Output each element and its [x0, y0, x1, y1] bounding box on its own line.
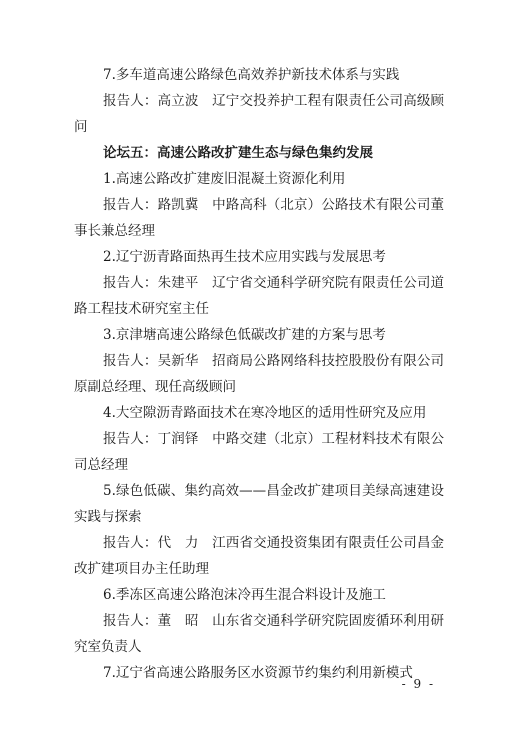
paragraph-reporter-dai-li: 报告人：代 力 江西省交通投资集团有限责任公司昌金改扩建项目办主任助理: [74, 535, 444, 577]
paragraph-reporter-zhu-jianping: 报告人：朱建平 辽宁省交通科学研究院有限责任公司道路工程技术研究室主任: [74, 275, 444, 317]
paragraph-reporter-dong-zhao: 报告人：董 昭 山东省交通科学研究院固废循环利用研究室负责人: [74, 613, 444, 655]
paragraph-reporter-gao-libo: 报告人：高立波 辽宁交投养护工程有限责任公司高级顾问: [74, 93, 444, 135]
paragraph-report-5-title: 5.绿色低碳、集约高效——昌金改扩建项目美绿高速建设实践与探索: [74, 483, 444, 525]
document-body: [74, 62, 444, 686]
paragraph-report-2-title: 2.辽宁沥青路面热再生技术应用实践与发展思考: [103, 249, 386, 265]
paragraph-report-6-title: 6.季冻区高速公路泡沫冷再生混合料设计及施工: [103, 587, 386, 603]
forum-five-heading: 论坛五：高速公路改扩建生态与绿色集约发展: [103, 145, 373, 161]
paragraph-reporter-lu-kaiji: 报告人：路凯冀 中路高科（北京）公路技术有限公司董事长兼总经理: [74, 197, 444, 239]
page-number: - 9 -: [401, 677, 435, 691]
paragraph-report-4-title: 4.大空隙沥青路面技术在寒冷地区的适用性研究及应用: [103, 405, 427, 421]
paragraph-reporter-ding-runduo: 报告人：丁润铎 中路交建（北京）工程材料技术有限公司总经理: [74, 431, 444, 473]
paragraph-reporter-wu-xinhua: 报告人：吴新华 招商局公路网络科技控股股份有限公司原副总经理、现任高级顾问: [74, 353, 444, 395]
paragraph-report-1-title: 1.高速公路改扩建废旧混凝土资源化利用: [103, 171, 346, 187]
paragraph-report-7-title: 7.多车道高速公路绿色高效养护新技术体系与实践: [103, 67, 400, 83]
paragraph-report-3-title: 3.京津塘高速公路绿色低碳改扩建的方案与思考: [103, 327, 386, 343]
paragraph-report-7b-title: 7.辽宁省高速公路服务区水资源节约集约利用新模式: [103, 665, 413, 681]
